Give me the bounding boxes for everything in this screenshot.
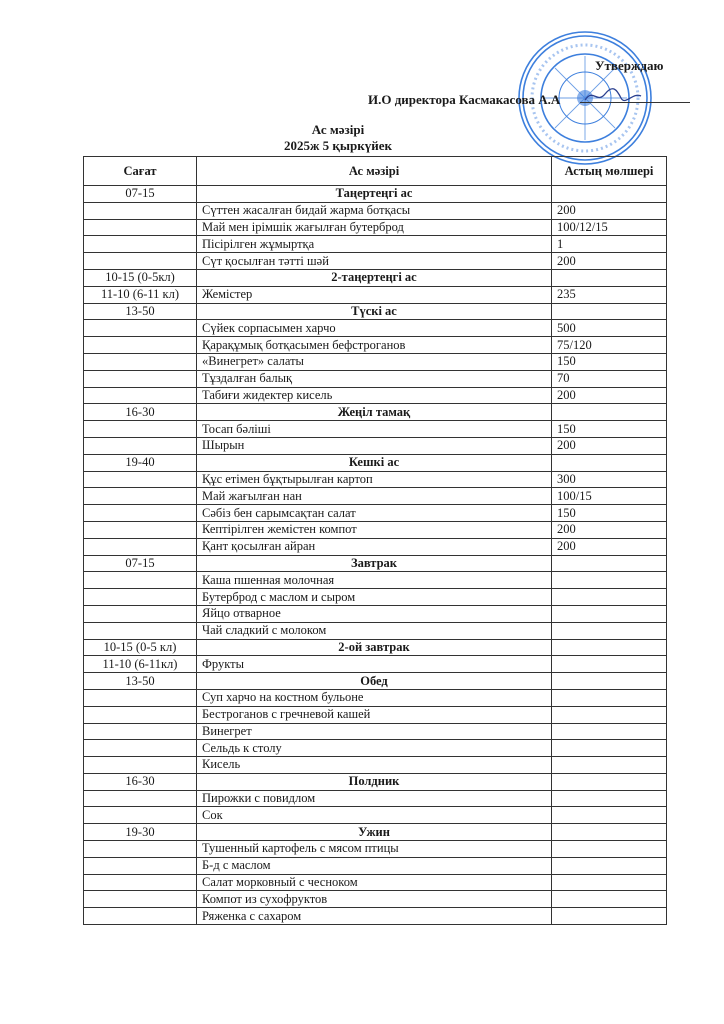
portion-cell: [552, 824, 667, 841]
table-row: [84, 656, 667, 673]
time-cell: [84, 353, 197, 370]
time-cell: 19-30: [84, 824, 197, 841]
director-line: И.О директора Касмакасова А.А: [368, 92, 561, 107]
dish-cell: Сүйек сорпасымен харчо: [197, 320, 552, 337]
portion-cell: [552, 841, 667, 858]
table-row: [84, 353, 667, 370]
portion-cell: 150: [552, 353, 667, 370]
table-row: [84, 891, 667, 908]
time-cell: [84, 689, 197, 706]
portion-cell: 100/12/15: [552, 219, 667, 236]
table-row: [84, 740, 667, 757]
signature-scribble: [583, 86, 643, 106]
time-cell: [84, 505, 197, 522]
portion-cell: [552, 773, 667, 790]
time-cell: 13-50: [84, 303, 197, 320]
table-row: [84, 219, 667, 236]
dish-cell: Қарақұмық ботқасымен бефстроганов: [197, 337, 552, 354]
menu-title: Ас мәзірі: [311, 122, 365, 137]
dish-cell: Пісірілген жұмыртқа: [197, 236, 552, 253]
meal-header-row: [84, 555, 667, 572]
portion-cell: [552, 186, 667, 203]
table-row: [84, 622, 667, 639]
table-row: [84, 689, 667, 706]
meal-name-cell: Завтрак: [197, 555, 552, 572]
portion-cell: 500: [552, 320, 667, 337]
time-cell: [84, 370, 197, 387]
dish-cell: Чай сладкий с молоком: [197, 622, 552, 639]
portion-cell: [552, 723, 667, 740]
table-row: [84, 572, 667, 589]
table-row: [84, 841, 667, 858]
column-header-portion: Астың мөлшері: [552, 157, 667, 186]
table-row: [84, 387, 667, 404]
time-cell: [84, 421, 197, 438]
portion-cell: [552, 740, 667, 757]
portion-cell: 70: [552, 370, 667, 387]
portion-cell: [552, 874, 667, 891]
table-row: [84, 874, 667, 891]
portion-cell: 75/120: [552, 337, 667, 354]
meal-name-cell: Түскі ас: [197, 303, 552, 320]
dish-cell: Май жағылған нан: [197, 488, 552, 505]
table-row: [84, 807, 667, 824]
meal-header-row: [84, 186, 667, 203]
dish-cell: Табиғи жидектер кисель: [197, 387, 552, 404]
time-cell: [84, 706, 197, 723]
portion-cell: [552, 454, 667, 471]
portion-cell: 200: [552, 253, 667, 270]
portion-cell: 200: [552, 437, 667, 454]
portion-cell: [552, 269, 667, 286]
time-cell: [84, 521, 197, 538]
time-cell: 07-15: [84, 555, 197, 572]
time-cell: [84, 841, 197, 858]
dish-cell: Салат морковный с чесноком: [197, 874, 552, 891]
table-row: [84, 605, 667, 622]
column-header-time: Сағат: [84, 157, 197, 186]
time-cell: [84, 387, 197, 404]
time-cell: [84, 757, 197, 774]
table-row: [84, 706, 667, 723]
portion-cell: [552, 656, 667, 673]
dish-cell: Шырын: [197, 437, 552, 454]
table-row: [84, 253, 667, 270]
time-cell: 07-15: [84, 186, 197, 203]
time-cell: 10-15 (0-5кл): [84, 269, 197, 286]
portion-cell: 200: [552, 538, 667, 555]
dish-cell: Тушенный картофель с мясом птицы: [197, 841, 552, 858]
table-row: [84, 471, 667, 488]
dish-cell: Сүттен жасалған бидай жарма ботқасы: [197, 202, 552, 219]
dish-cell: Винегрет: [197, 723, 552, 740]
meal-header-row: [84, 303, 667, 320]
portion-cell: [552, 673, 667, 690]
time-cell: [84, 605, 197, 622]
dish-cell: Сүт қосылған тәтті шәй: [197, 253, 552, 270]
dish-cell: Тұздалған балық: [197, 370, 552, 387]
portion-cell: [552, 891, 667, 908]
portion-cell: 150: [552, 421, 667, 438]
table-row: [84, 337, 667, 354]
meal-name-cell: 2-ой завтрак: [197, 639, 552, 656]
dish-cell: Сельдь к столу: [197, 740, 552, 757]
time-cell: [84, 790, 197, 807]
portion-cell: [552, 622, 667, 639]
time-cell: [84, 857, 197, 874]
time-cell: [84, 471, 197, 488]
dish-cell: Сәбіз бен сарымсақтан салат: [197, 505, 552, 522]
table-row: [84, 723, 667, 740]
portion-cell: [552, 757, 667, 774]
time-cell: 19-40: [84, 454, 197, 471]
table-row: [84, 236, 667, 253]
table-row: [84, 589, 667, 606]
time-cell: [84, 538, 197, 555]
dish-cell: Тосап бәліші: [197, 421, 552, 438]
table-header-row: [84, 157, 667, 186]
portion-cell: 235: [552, 286, 667, 303]
dish-cell: Суп харчо на костном бульоне: [197, 689, 552, 706]
time-cell: [84, 253, 197, 270]
time-cell: [84, 236, 197, 253]
menu-date: 2025ж 5 қыркүйек: [283, 138, 393, 153]
time-cell: [84, 874, 197, 891]
dish-cell: Май мен ірімшік жағылған бутерброд: [197, 219, 552, 236]
portion-cell: [552, 689, 667, 706]
portion-cell: 200: [552, 387, 667, 404]
meal-name-cell: Кешкі ас: [197, 454, 552, 471]
table-row: [84, 202, 667, 219]
dish-cell: Фрукты: [197, 656, 552, 673]
portion-cell: [552, 857, 667, 874]
dish-cell: Пирожки с повидлом: [197, 790, 552, 807]
table-row: [84, 488, 667, 505]
column-header-menu: Ас мәзірі: [197, 157, 552, 186]
portion-cell: [552, 404, 667, 421]
portion-cell: [552, 908, 667, 925]
dish-cell: Қант қосылған айран: [197, 538, 552, 555]
portion-cell: [552, 605, 667, 622]
table-row: [84, 521, 667, 538]
table-row: [84, 286, 667, 303]
time-cell: 10-15 (0-5 кл): [84, 639, 197, 656]
table-row: [84, 421, 667, 438]
meal-header-row: [84, 773, 667, 790]
portion-cell: [552, 589, 667, 606]
dish-cell: Кептірілген жемістен компот: [197, 521, 552, 538]
portion-cell: [552, 790, 667, 807]
time-cell: [84, 202, 197, 219]
meal-name-cell: Таңертеңгі ас: [197, 186, 552, 203]
table-row: [84, 320, 667, 337]
meal-header-row: [84, 639, 667, 656]
time-cell: [84, 589, 197, 606]
dish-cell: Бутерброд с маслом и сыром: [197, 589, 552, 606]
time-cell: 16-30: [84, 404, 197, 421]
dish-cell: Құс етімен бұқтырылған картоп: [197, 471, 552, 488]
time-cell: [84, 891, 197, 908]
time-cell: [84, 740, 197, 757]
dish-cell: Бестроганов с гречневой кашей: [197, 706, 552, 723]
time-cell: [84, 320, 197, 337]
table-row: [84, 370, 667, 387]
time-cell: [84, 219, 197, 236]
dish-cell: Кисель: [197, 757, 552, 774]
portion-cell: [552, 706, 667, 723]
dish-cell: «Винегрет» салаты: [197, 353, 552, 370]
portion-cell: [552, 572, 667, 589]
meal-name-cell: 2-таңертеңгі ас: [197, 269, 552, 286]
meal-name-cell: Обед: [197, 673, 552, 690]
portion-cell: [552, 303, 667, 320]
portion-cell: [552, 555, 667, 572]
time-cell: 16-30: [84, 773, 197, 790]
time-cell: [84, 723, 197, 740]
signature-line: [580, 102, 690, 103]
meal-header-row: [84, 673, 667, 690]
dish-cell: Ряженка с сахаром: [197, 908, 552, 925]
meal-header-row: [84, 404, 667, 421]
table-row: [84, 437, 667, 454]
time-cell: 11-10 (6-11кл): [84, 656, 197, 673]
time-cell: [84, 572, 197, 589]
time-cell: [84, 337, 197, 354]
table-row: [84, 538, 667, 555]
time-cell: [84, 437, 197, 454]
meal-header-row: [84, 269, 667, 286]
portion-cell: [552, 639, 667, 656]
meal-header-row: [84, 454, 667, 471]
dish-cell: Каша пшенная молочная: [197, 572, 552, 589]
approval-label: Утверждаю: [595, 58, 664, 73]
table-row: [84, 857, 667, 874]
time-cell: [84, 488, 197, 505]
dish-cell: Б-д с маслом: [197, 857, 552, 874]
meal-name-cell: Ужин: [197, 824, 552, 841]
table-row: [84, 790, 667, 807]
meal-header-row: [84, 824, 667, 841]
time-cell: 11-10 (6-11 кл): [84, 286, 197, 303]
dish-cell: Сок: [197, 807, 552, 824]
portion-cell: 300: [552, 471, 667, 488]
dish-cell: Компот из сухофруктов: [197, 891, 552, 908]
time-cell: 13-50: [84, 673, 197, 690]
time-cell: [84, 908, 197, 925]
table-row: [84, 908, 667, 925]
portion-cell: 200: [552, 521, 667, 538]
time-cell: [84, 807, 197, 824]
dish-cell: Жемістер: [197, 286, 552, 303]
table-row: [84, 757, 667, 774]
table-row: [84, 505, 667, 522]
meal-name-cell: Полдник: [197, 773, 552, 790]
dish-cell: Яйцо отварное: [197, 605, 552, 622]
meal-name-cell: Жеңіл тамақ: [197, 404, 552, 421]
portion-cell: 100/15: [552, 488, 667, 505]
portion-cell: 150: [552, 505, 667, 522]
menu-table: [83, 156, 667, 925]
portion-cell: [552, 807, 667, 824]
portion-cell: 1: [552, 236, 667, 253]
portion-cell: 200: [552, 202, 667, 219]
time-cell: [84, 622, 197, 639]
